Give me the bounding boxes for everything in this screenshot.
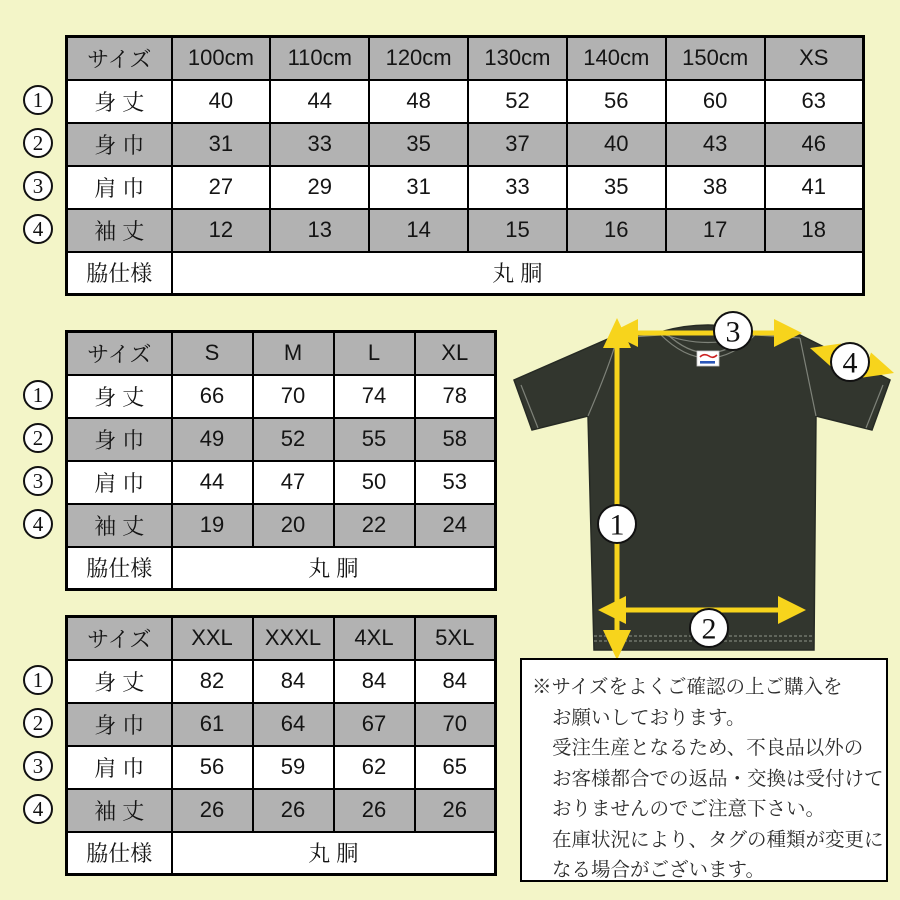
col-header: XS [765, 37, 864, 80]
cell: 29 [270, 166, 369, 209]
circled-number-2: 2 [23, 708, 53, 738]
cell: 16 [567, 209, 666, 252]
note-line: おりませんのでご注意下さい。 [552, 798, 826, 820]
cell: 22 [334, 504, 415, 547]
side-spec-value: 丸 胴 [172, 547, 496, 590]
table-row [67, 461, 496, 504]
cell: 44 [172, 461, 253, 504]
note-line: 受注生産となるため、不良品以外の [552, 737, 864, 759]
col-header: L [334, 332, 415, 375]
note-line: ※サイズをよくご確認の上ご購入を [532, 676, 843, 698]
cell: 44 [270, 80, 369, 123]
cell: 17 [666, 209, 765, 252]
row-label: 脇仕様 [67, 832, 172, 875]
col-header: サイズ [67, 617, 172, 660]
table-row [67, 660, 496, 703]
table-row [67, 37, 864, 80]
circled-number-1: 1 [23, 380, 53, 410]
cell: 26 [415, 789, 496, 832]
table-row [67, 80, 864, 123]
table-row [67, 166, 864, 209]
diagram-circled-4: 4 [842, 346, 858, 380]
tshirt-measure-diagram [500, 292, 900, 670]
cell: 70 [253, 375, 334, 418]
cell: 35 [567, 166, 666, 209]
circled-number-4: 4 [23, 509, 53, 539]
table-row [67, 418, 496, 461]
col-header: 100cm [172, 37, 271, 80]
cell: 50 [334, 461, 415, 504]
arrow-shoulder-width [626, 331, 788, 336]
cell: 41 [765, 166, 864, 209]
col-header: 5XL [415, 617, 496, 660]
cell: 33 [468, 166, 567, 209]
col-header: 120cm [369, 37, 468, 80]
table-row [67, 252, 864, 295]
col-header: 110cm [270, 37, 369, 80]
cell: 55 [334, 418, 415, 461]
cell: 27 [172, 166, 271, 209]
cell: 18 [765, 209, 864, 252]
cell: 56 [567, 80, 666, 123]
cell: 65 [415, 746, 496, 789]
diagram-circled-3: 3 [725, 315, 741, 349]
cell: 13 [270, 209, 369, 252]
col-header: S [172, 332, 253, 375]
circled-number-1: 1 [23, 85, 53, 115]
cell: 49 [172, 418, 253, 461]
table-row [67, 832, 496, 875]
cell: 52 [253, 418, 334, 461]
row-label: 身 丈 [67, 660, 172, 703]
cell: 48 [369, 80, 468, 123]
cell: 35 [369, 123, 468, 166]
cell: 37 [468, 123, 567, 166]
cell: 20 [253, 504, 334, 547]
tshirt-silhouette [514, 325, 890, 650]
cell: 33 [270, 123, 369, 166]
col-header: サイズ [67, 37, 172, 80]
table-row [67, 746, 496, 789]
circled-number-3: 3 [23, 466, 53, 496]
side-spec-value: 丸 胴 [172, 252, 864, 295]
row-label: 袖 丈 [67, 209, 172, 252]
cell: 63 [765, 80, 864, 123]
row-label: 身 巾 [67, 703, 172, 746]
arrow-body-length [615, 342, 620, 634]
cell: 59 [253, 746, 334, 789]
note-line: お願いしております。 [552, 706, 746, 729]
cell: 64 [253, 703, 334, 746]
col-header: XXL [172, 617, 253, 660]
cell: 74 [334, 375, 415, 418]
circled-number-3: 3 [23, 751, 53, 781]
row-label: 肩 巾 [67, 166, 172, 209]
cell: 66 [172, 375, 253, 418]
cell: 12 [172, 209, 271, 252]
row-label: 脇仕様 [67, 252, 172, 295]
size-table-adult [65, 330, 497, 591]
cell: 70 [415, 703, 496, 746]
cell: 47 [253, 461, 334, 504]
diagram-circled-2: 2 [701, 612, 717, 646]
row-label: 身 巾 [67, 123, 172, 166]
col-header: XL [415, 332, 496, 375]
table-row [67, 504, 496, 547]
circled-number-2: 2 [23, 128, 53, 158]
cell: 26 [334, 789, 415, 832]
cell: 31 [172, 123, 271, 166]
circled-number-1: 1 [23, 665, 53, 695]
col-header: 130cm [468, 37, 567, 80]
cell: 84 [415, 660, 496, 703]
row-label: 肩 巾 [67, 746, 172, 789]
col-header: 150cm [666, 37, 765, 80]
table-row [67, 547, 496, 590]
side-spec-value: 丸 胴 [172, 832, 496, 875]
cell: 14 [369, 209, 468, 252]
cell: 53 [415, 461, 496, 504]
cell: 19 [172, 504, 253, 547]
circled-number-4: 4 [23, 214, 53, 244]
size-table-kids [65, 35, 865, 296]
purchase-note [520, 658, 888, 882]
cell: 52 [468, 80, 567, 123]
cell: 43 [666, 123, 765, 166]
col-header: 4XL [334, 617, 415, 660]
cell: 31 [369, 166, 468, 209]
cell: 82 [172, 660, 253, 703]
cell: 84 [253, 660, 334, 703]
cell: 84 [334, 660, 415, 703]
row-label: 身 丈 [67, 375, 172, 418]
cell: 67 [334, 703, 415, 746]
cell: 26 [253, 789, 334, 832]
row-label: 肩 巾 [67, 461, 172, 504]
note-line: 在庫状況により、タグの種類が変更に [552, 828, 884, 851]
note-line: なる場合がございます。 [552, 859, 765, 881]
cell: 46 [765, 123, 864, 166]
table-row [67, 209, 864, 252]
row-label: 袖 丈 [67, 504, 172, 547]
cell: 15 [468, 209, 567, 252]
col-header: サイズ [67, 332, 172, 375]
col-header: XXXL [253, 617, 334, 660]
table-row [67, 332, 496, 375]
size-table-big [65, 615, 497, 876]
circled-number-4: 4 [23, 794, 53, 824]
table-row [67, 123, 864, 166]
table-row [67, 789, 496, 832]
table-row [67, 703, 496, 746]
neck-tag [697, 351, 719, 366]
table-row [67, 617, 496, 660]
cell: 40 [172, 80, 271, 123]
circled-number-3: 3 [23, 171, 53, 201]
diagram-circled-1: 1 [609, 508, 625, 542]
cell: 56 [172, 746, 253, 789]
circled-number-2: 2 [23, 423, 53, 453]
row-label: 身 巾 [67, 418, 172, 461]
cell: 38 [666, 166, 765, 209]
cell: 24 [415, 504, 496, 547]
cell: 58 [415, 418, 496, 461]
cell: 40 [567, 123, 666, 166]
cell: 26 [172, 789, 253, 832]
table-row [67, 375, 496, 418]
row-label: 身 丈 [67, 80, 172, 123]
cell: 60 [666, 80, 765, 123]
row-label: 脇仕様 [67, 547, 172, 590]
col-header: 140cm [567, 37, 666, 80]
cell: 61 [172, 703, 253, 746]
cell: 78 [415, 375, 496, 418]
note-line: お客様都合での返品・交換は受付けて [552, 767, 884, 790]
row-label: 袖 丈 [67, 789, 172, 832]
col-header: M [253, 332, 334, 375]
cell: 62 [334, 746, 415, 789]
